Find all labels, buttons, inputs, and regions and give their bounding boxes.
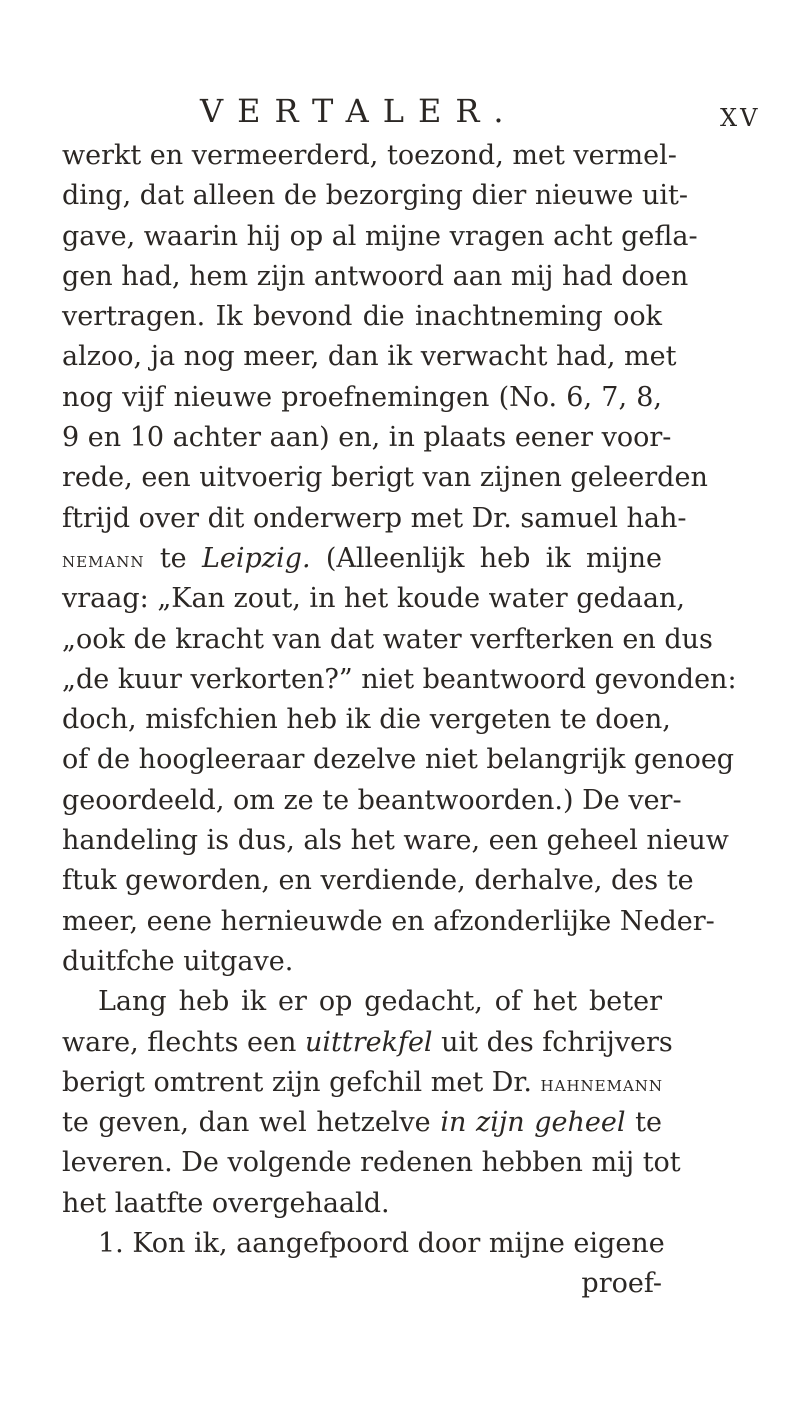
page-number: XV bbox=[720, 104, 761, 132]
text-line: ding, dat alleen de bezorging dier nieuwe uit- bbox=[62, 180, 688, 212]
running-head: VERTALER. bbox=[200, 92, 518, 130]
emphasis: in zijn geheel bbox=[440, 1107, 626, 1139]
text-line: 1. Kon ik, aangefpoord door mijne eigene bbox=[98, 1228, 665, 1260]
text-line: of de hoogleeraar dezelve niet belangrijk genoeg bbox=[62, 744, 735, 776]
text-line: 9 en 10 achter aan) en, in plaats eener voor- bbox=[62, 422, 672, 454]
text-line: werkt en vermeerderd, toezond, met vermel- bbox=[62, 140, 677, 171]
author-name: hahnemann bbox=[540, 1071, 664, 1097]
emphasis: uittrekfel bbox=[304, 1026, 433, 1058]
text-line: rede, een uitvoerig berigt van zijnen geleerden bbox=[62, 462, 708, 494]
author-name: nemann bbox=[62, 547, 145, 573]
text-span: ware, flechts een bbox=[62, 1026, 305, 1058]
text-line: geoordeeld, om ze te beantwoorden.) De ver- bbox=[62, 784, 682, 816]
text-line: doch, misfchien heb ik die vergeten te doen, bbox=[62, 704, 671, 736]
text-line: Lang heb ik er op gedacht, of het beter bbox=[98, 986, 662, 1018]
text-line bbox=[62, 1063, 662, 1103]
catchword: proef- bbox=[581, 1268, 662, 1300]
text-span: (Alleenlijk heb ik mijne bbox=[310, 542, 663, 574]
text-line: het laatfte overgehaald. bbox=[62, 1187, 390, 1219]
page-header bbox=[0, 92, 801, 132]
text-span: uit des fchrijvers bbox=[432, 1026, 673, 1058]
text-line: nog vijf nieuwe proefnemingen (No. 6, 7, 8, bbox=[62, 381, 662, 413]
text-span: berigt omtrent zijn gefchil met Dr. bbox=[62, 1066, 541, 1098]
text-line: „de kuur verkorten?” niet beantwoord gevonden: bbox=[62, 663, 737, 695]
text-span: te bbox=[144, 542, 202, 574]
text-line: alzoo, ja nog meer, dan ik verwacht had, met bbox=[62, 341, 677, 373]
text-line: ftuk geworden, en verdiende, derhalve, des te bbox=[62, 865, 694, 897]
text-line: meer, eene hernieuwde en afzonderlijke Neder- bbox=[62, 905, 715, 937]
text-line bbox=[62, 539, 662, 579]
text-line: duitfche uitgave. bbox=[62, 945, 294, 977]
text-line: gen had, hem zijn antwoord aan mij had doen bbox=[62, 260, 689, 292]
text-line: gave, waarin hij op al mijne vragen acht gefla- bbox=[62, 220, 698, 252]
text-line bbox=[62, 1103, 662, 1143]
text-line: ftrijd over dit onderwerp met Dr. samuel hah- bbox=[62, 502, 687, 534]
text-line: vertragen. Ik bevond die inachtneming ook bbox=[62, 301, 662, 333]
text-line: leveren. De volgende redenen hebben mij tot bbox=[62, 1147, 681, 1179]
text-line bbox=[62, 1023, 673, 1063]
text-line: „ook de kracht van dat water verfterken en dus bbox=[62, 623, 713, 655]
text-span: te bbox=[625, 1107, 662, 1139]
body-text bbox=[62, 136, 737, 1305]
place-name: Leipzig. bbox=[201, 542, 311, 574]
text-line: handeling is dus, als het ware, een geheel nieuw bbox=[62, 825, 729, 857]
text-line: vraag: „Kan zout, in het koude water gedaan, bbox=[62, 583, 685, 615]
text-span: te geven, dan wel hetzelve bbox=[62, 1107, 441, 1139]
